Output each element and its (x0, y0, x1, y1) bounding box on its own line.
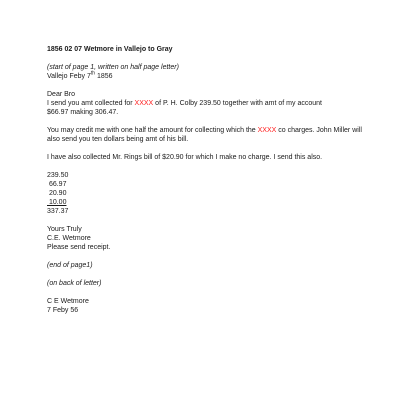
paragraph-3: I have also collected Mr. Rings bill of $20.90 for which I make no charge. I send this also. (47, 154, 323, 161)
sum-line-2: 66.97 (47, 181, 67, 188)
dateline-year: 1856 (95, 73, 113, 80)
redaction-mark: XXXX (134, 100, 154, 107)
postscript: Please send receipt. (47, 244, 111, 251)
dateline-place: Vallejo Feby 7 (47, 73, 91, 80)
start-page-note: (start of page 1, written on half page letter) (47, 64, 179, 71)
back-of-letter-note: (on back of letter) (47, 280, 102, 287)
salutation: Dear Bro (47, 91, 76, 98)
back-name: C E Wetmore (47, 298, 89, 305)
paragraph-1-line-1 (47, 99, 367, 108)
sum-line-4: 10.00 (47, 199, 67, 206)
closing: Yours Truly (47, 226, 82, 233)
sum-total: 337.37 (47, 208, 69, 215)
back-date: 7 Feby 56 (47, 307, 79, 314)
end-page-note: (end of page1) (47, 262, 93, 269)
redaction-mark: XXXX (257, 127, 277, 134)
letter-transcription (47, 45, 367, 315)
sum-line-3: 20.90 (47, 190, 67, 197)
dateline (47, 72, 367, 81)
paragraph-1-line-2: $66.97 making 306.47. (47, 109, 119, 116)
paragraph-1-text-end: of P. H. Colby 239.50 together with amt of my account (153, 100, 322, 107)
dateline-superscript: th (90, 70, 96, 77)
signature: C.E. Wetmore (47, 235, 91, 242)
paragraph-2 (47, 126, 367, 144)
document-title: 1856 02 07 Wetmore in Vallejo to Gray (47, 46, 173, 53)
paragraph-2-text-start: You may credit me with one half the amount for collecting which the (47, 127, 258, 134)
paragraph-1-text-start: I send you amt collected for (47, 100, 135, 107)
paragraph-2-text-end: co charges. John Miller will also send you ten dollars being amt of his bill. (47, 127, 362, 143)
sum-line-1: 239.50 (47, 172, 69, 179)
